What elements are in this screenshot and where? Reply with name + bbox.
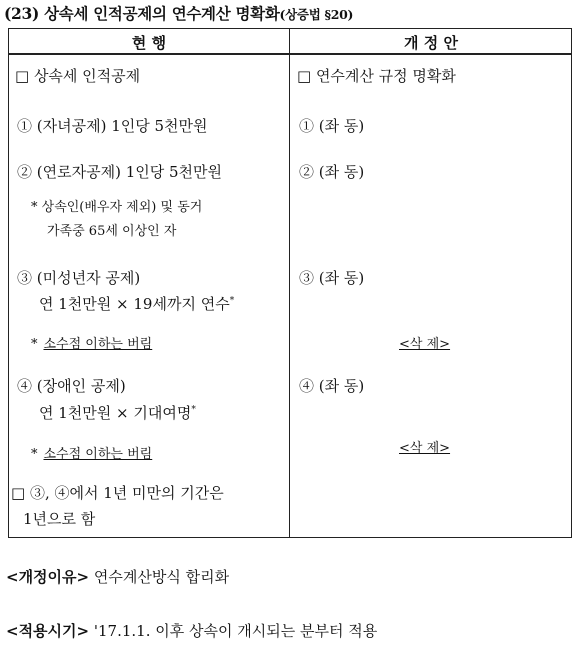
- left-item3-footnote-mark: *: [229, 296, 235, 306]
- right-item1: ① (좌 동): [299, 117, 365, 135]
- left-item4-footnote-mark: *: [191, 405, 196, 415]
- comparison-table: [8, 28, 572, 538]
- right-section-heading: □ 연수계산 규정 명확화: [297, 67, 456, 85]
- left-item-minor-deduction: ③ (미성년자 공제): [17, 269, 141, 287]
- effective-date: [6, 620, 377, 641]
- left-item3-note-text: 소수점 이하는 버림: [43, 337, 153, 352]
- title-law-ref: (상증법 §20): [279, 7, 354, 22]
- left-item3-formula-text: 연 1천만원 × 19세까지 연수: [39, 295, 230, 313]
- left-item4-note-bullet: *: [31, 447, 38, 462]
- title-main: (23) 상속세 인적공제의 연수계산 명확화: [4, 4, 280, 23]
- table-header-row: [9, 29, 571, 55]
- left-rounding-rule-line2: 1년으로 함: [23, 510, 96, 528]
- left-item-child-deduction: ① (자녀공제) 1인당 5천만원: [17, 117, 208, 135]
- effective-date-tag: <적용시기>: [6, 622, 90, 640]
- left-section-heading: □ 상속세 인적공제: [15, 67, 141, 85]
- left-item3-note: [31, 333, 152, 352]
- revision-reason-text: 연수계산방식 합리화: [93, 568, 230, 586]
- right-item3: ③ (좌 동): [299, 269, 365, 287]
- left-item-disabled-deduction: ④ (장애인 공제): [17, 377, 126, 395]
- revision-reason-tag: <개정이유>: [6, 568, 90, 586]
- left-item4-formula-text: 연 1천만원 × 기대여명: [39, 404, 192, 422]
- left-rounding-rule-line1: □ ③, ④에서 1년 미만의 기간은: [11, 484, 224, 502]
- header-current: 현 행: [131, 34, 167, 52]
- effective-date-text: '17.1.1. 이후 상속이 개시되는 분부터 적용: [93, 622, 378, 640]
- right-item2: ② (좌 동): [299, 163, 365, 181]
- header-proposed: 개 정 안: [404, 34, 458, 52]
- revision-reason: [6, 566, 229, 587]
- page-title: [4, 2, 353, 24]
- left-item3-note-bullet: *: [31, 337, 38, 352]
- left-item-elderly-deduction: ② (연로자공제) 1인당 5천만원: [17, 163, 222, 181]
- right-delete-note-1: <삭 제>: [399, 337, 451, 352]
- left-item2-note-line2: 가족중 65세 이상인 자: [47, 224, 177, 239]
- right-delete-note-2: <삭 제>: [399, 441, 451, 456]
- column-divider: [289, 29, 290, 537]
- left-item2-note-line1: * 상속인(배우자 제외) 및 동거: [31, 200, 203, 215]
- left-item4-note: [31, 443, 152, 462]
- left-item4-note-text: 소수점 이하는 버림: [43, 447, 153, 462]
- left-item4-formula: [39, 402, 196, 423]
- left-item3-formula: [39, 293, 234, 314]
- right-item4: ④ (좌 동): [299, 377, 365, 395]
